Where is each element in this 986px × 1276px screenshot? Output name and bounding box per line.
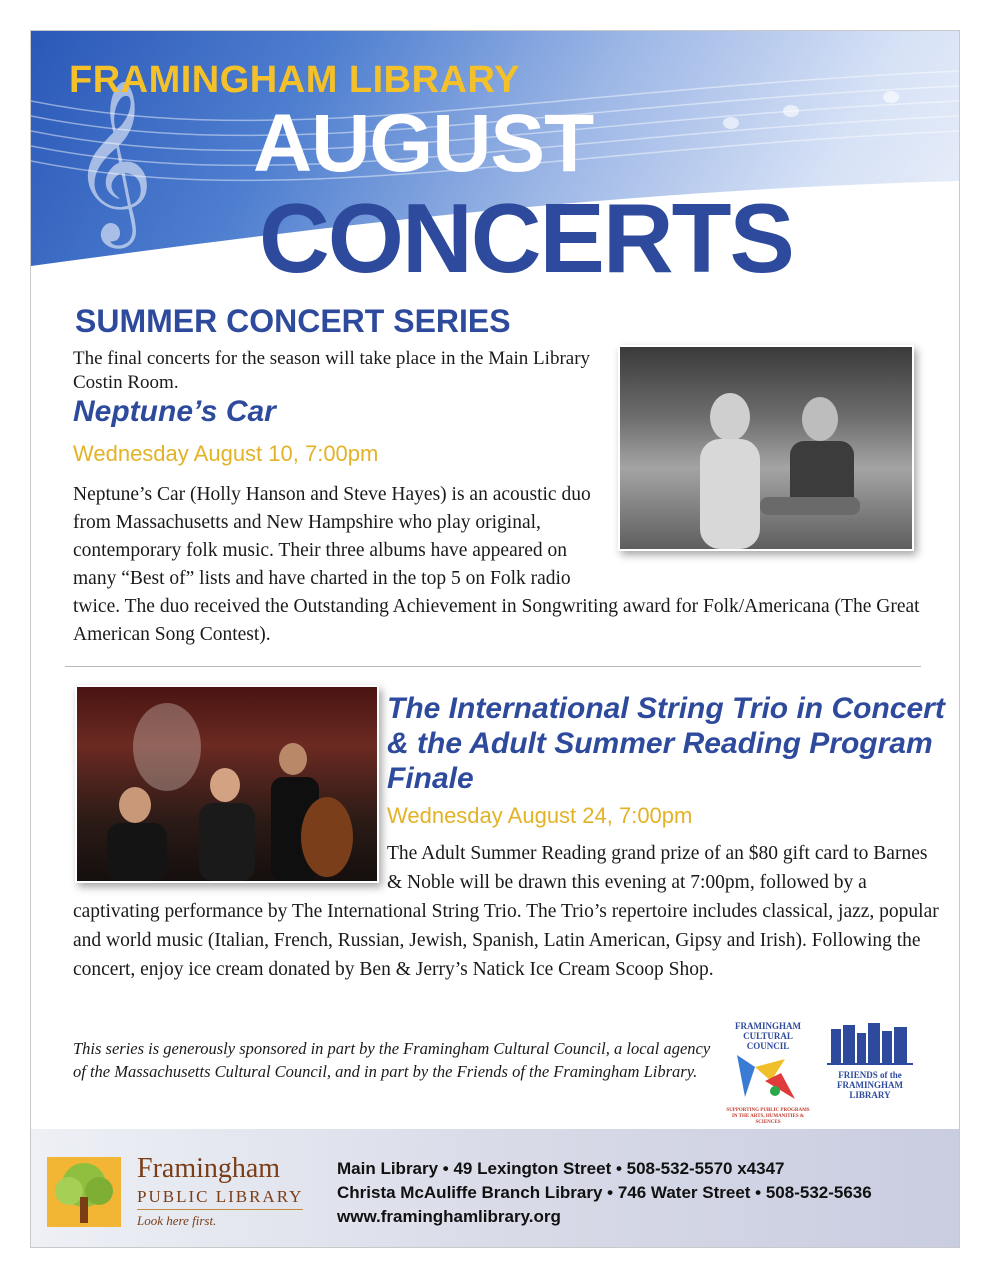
header-banner <box>31 31 959 331</box>
event-2-date: Wednesday August 24, 7:00pm <box>387 803 693 828</box>
library-tagline: Look here first. <box>137 1213 217 1228</box>
event-2-description <box>73 839 943 984</box>
event-1-description-text: Neptune’s Car (Holly Hanson and Steve Hayes) is an acoustic duo from Massachusetts and New Hampshire who play original, contemporary folk music. Their three albums have appeared on many “Best of” lists and have charted in the top 5 on Folk radio twice. The duo received the Outstanding Achievement in Songwriting award for Folk/Americana (The Great American Song Contest). <box>73 484 920 645</box>
friends-library-name: FRIENDS of the FRAMINGHAM LIBRARY <box>837 1070 903 1100</box>
contact-info <box>337 1157 872 1229</box>
series-intro: The final concerts for the season will take place in the Main Library Costin Room. <box>73 348 591 393</box>
event-1-description <box>73 481 933 649</box>
brand-rule <box>137 1209 303 1210</box>
cultural-council-logo <box>725 1021 811 1125</box>
event-2-title: The International String Trio in Concert & the Adult Summer Reading Program Finale <box>387 692 945 795</box>
library-tree-logo-icon <box>47 1157 121 1227</box>
library-brand-name: Framingham <box>137 1153 281 1184</box>
branch-library-contact: Christa McAuliffe Branch Library • 746 Water Street • 508-532-5636 <box>337 1183 872 1202</box>
footer-bar <box>31 1129 959 1247</box>
treble-clef-icon: 𝄞 <box>71 79 154 242</box>
cultural-council-name: FRAMINGHAM CULTURAL COUNCIL <box>735 1021 801 1051</box>
main-library-contact: Main Library • 49 Lexington Street • 508-532-5570 x4347 <box>337 1159 785 1178</box>
library-heading: FRAMINGHAM LIBRARY <box>69 59 520 101</box>
concert-flyer <box>30 30 960 1248</box>
sponsor-note: This series is generously sponsored in part by the Framingham Cultural Council, a local agency of the Massachusetts Cultural Council, and in part by the Friends of the Framingham Library. <box>73 1039 711 1081</box>
month-heading: AUGUST <box>253 98 594 189</box>
event-2-description-text: The Adult Summer Reading grand prize of an $80 gift card to Barnes & Noble will be drawn this evening at 7:00pm, followed by a captivating performance by The International String Trio. The Trio’s repertoire includes classical, jazz, popular and world music (Italian, French, Russian, Jewish, Spanish, Latin American, Gipsy and Irish). Following the concert, enjoy ice cream donated by Ben & Jerry’s Natick Ice Cream Scoop Shop. <box>73 843 939 980</box>
books-icon <box>825 1021 915 1065</box>
website-link[interactable]: www.framinghamlibrary.org <box>337 1207 561 1226</box>
friends-library-logo <box>825 1021 915 1111</box>
event-1-date: Wednesday August 10, 7:00pm <box>73 441 379 466</box>
section-divider <box>65 666 921 667</box>
event-1-title: Neptune’s Car <box>73 395 276 428</box>
cultural-council-tagline: SUPPORTING PUBLIC PROGRAMS IN THE ARTS, HUMANITIES & SCIENCES <box>726 1108 810 1125</box>
library-brand-sub: PUBLIC LIBRARY <box>137 1187 304 1206</box>
concerts-heading: CONCERTS <box>259 183 793 293</box>
dancer-icon <box>725 1051 811 1103</box>
series-title: SUMMER CONCERT SERIES <box>75 303 511 339</box>
